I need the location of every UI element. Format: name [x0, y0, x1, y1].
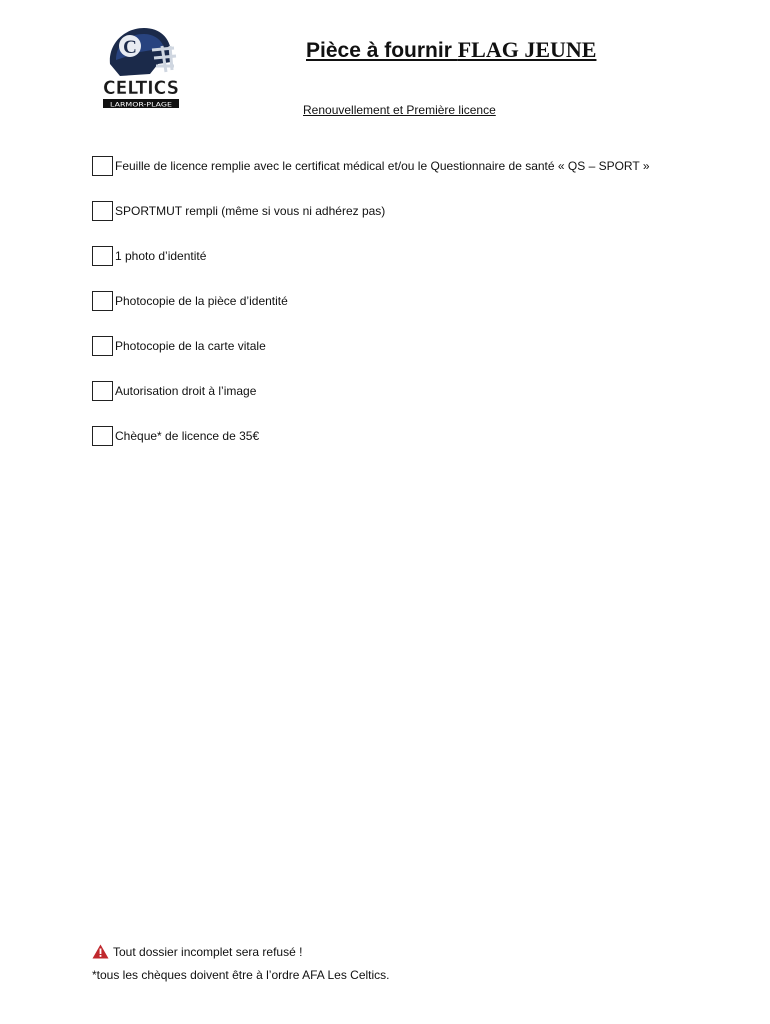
checklist-item-photo: [91, 246, 731, 291]
checkbox[interactable]: [92, 381, 113, 401]
checklist-label: 1 photo d’identité: [115, 249, 207, 263]
checklist-item-carte-vitale: [91, 336, 731, 381]
warning-line: [92, 940, 390, 963]
footer-notes: [92, 940, 390, 986]
title-part1: Pièce à fournir: [306, 39, 458, 62]
checklist-label: Photocopie de la pièce d’identité: [115, 294, 288, 308]
title-part2: FLAG JEUNE: [457, 37, 597, 62]
checklist-item-sportmut: [91, 201, 731, 246]
warning-icon: [92, 944, 109, 959]
page-subtitle: Renouvellement et Première licence: [303, 103, 496, 117]
page-title: [306, 37, 596, 63]
warning-text: Tout dossier incomplet sera refusé !: [113, 944, 303, 959]
checkbox[interactable]: [92, 246, 113, 266]
checkbox[interactable]: [92, 201, 113, 221]
checkbox[interactable]: [92, 426, 113, 446]
checklist-item-image-rights: [91, 381, 731, 426]
celtics-logo: [100, 22, 182, 112]
logo-wordmark: CELTICS: [103, 77, 179, 99]
svg-text:C: C: [123, 37, 137, 58]
checkbox[interactable]: [92, 291, 113, 311]
checklist-label: Autorisation droit à l’image: [115, 384, 257, 398]
checklist-label: SPORTMUT rempli (même si vous ni adhérez pas): [115, 204, 386, 218]
checkbox[interactable]: [92, 336, 113, 356]
logo-subtext: LARMOR-PLAGE: [110, 100, 172, 109]
cheque-note: *tous les chèques doivent être à l’ordre AFA Les Celtics.: [92, 967, 390, 982]
checklist-item-cheque: [91, 426, 731, 471]
checklist-item-licence-form: [91, 156, 731, 201]
checklist-label: Chèque* de licence de 35€: [115, 429, 260, 443]
checklist-label: Photocopie de la carte vitale: [115, 339, 266, 353]
checklist-label: Feuille de licence remplie avec le certificat médical et/ou le Questionnaire de santé « QS – SPORT »: [115, 159, 650, 173]
checkbox[interactable]: [92, 156, 113, 176]
documents-checklist: [91, 156, 731, 471]
helmet-icon: [100, 22, 182, 112]
checklist-item-id-copy: [91, 291, 731, 336]
